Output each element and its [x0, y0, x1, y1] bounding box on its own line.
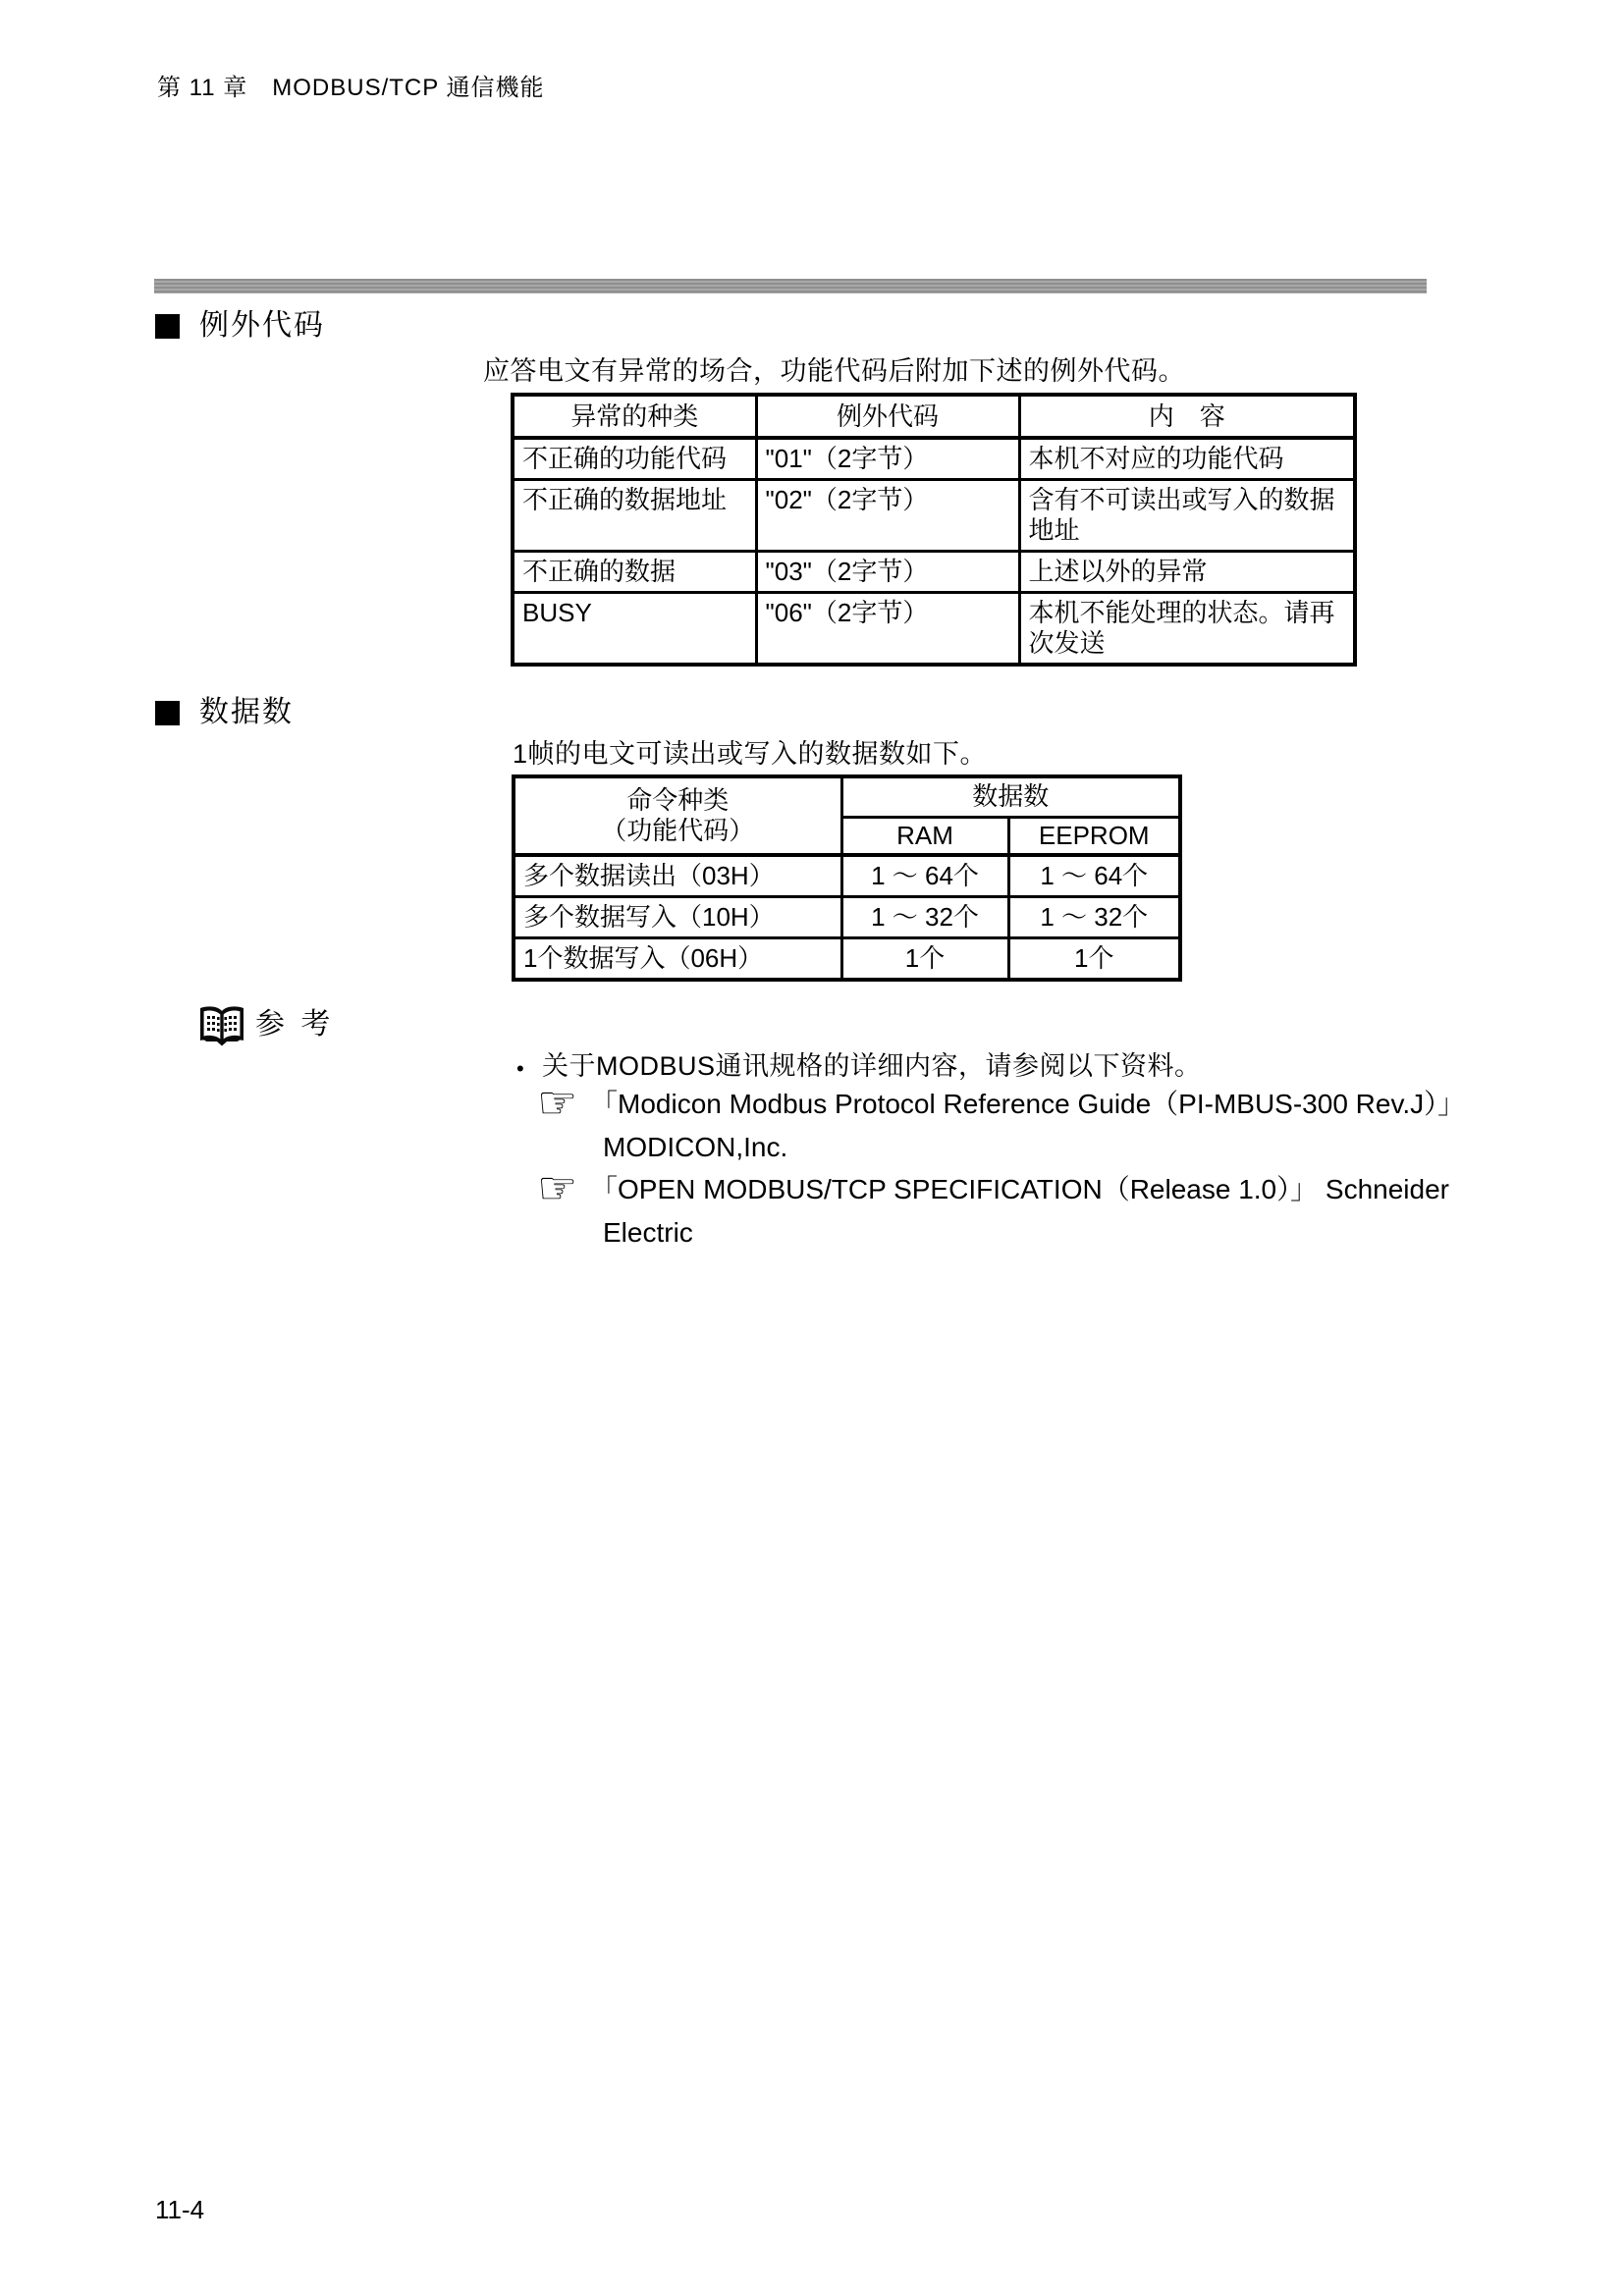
data-count-table [512, 774, 1182, 982]
page-number: 11-4 [155, 2195, 205, 2224]
table-header-row [514, 776, 1180, 817]
reference-item-title: 「Modicon Modbus Protocol Reference Guide（PI-MBUS-300 Rev.J）」 [590, 1089, 1466, 1119]
chapter-header: 第 11 章 MODBUS/TCP 通信機能 [157, 75, 545, 101]
reference-item-title: 「OPEN MODBUS/TCP SPECIFICATION（Release 1.0）」 Schneider [590, 1174, 1449, 1204]
command-header-line1: 命令种类 [626, 784, 730, 815]
section-heading-exception-codes [155, 308, 325, 344]
table-cell: 不正确的数据地址 [513, 480, 756, 552]
table-cell: 1个数据写入（06H） [514, 937, 841, 980]
table-cell: 1 ～ 64个 [1008, 855, 1180, 897]
table-row [513, 552, 1355, 593]
exception-table-wrapper [511, 393, 1357, 667]
section-marker-square [155, 314, 180, 339]
table-cell: "02"（2字节） [756, 480, 1019, 552]
section-title: 例外代码 [199, 309, 325, 342]
table-row [513, 593, 1355, 666]
reference-item-publisher: MODICON,Inc. [603, 1132, 788, 1162]
table-cell: 不正确的功能代码 [513, 438, 756, 480]
reference-book-icon [196, 1003, 247, 1052]
table-cell: 不正确的数据 [513, 552, 756, 593]
table-cell: 多个数据写入（10H） [514, 896, 841, 937]
table-cell: "06"（2字节） [756, 593, 1019, 666]
reference-label: 参 考 [255, 1008, 335, 1041]
table-cell: 1 ～ 32个 [841, 896, 1008, 937]
column-header: 例外代码 [756, 395, 1019, 438]
reference-bullet-text: 关于MODBUS通讯规格的详细内容，请参阅以下资料。 [542, 1051, 1202, 1081]
table-header-row [513, 395, 1355, 438]
table-row [513, 480, 1355, 552]
table-row [514, 896, 1180, 937]
column-header: 异常的种类 [513, 395, 756, 438]
table-row [514, 937, 1180, 980]
table-row [513, 438, 1355, 480]
data-count-table-wrapper [512, 774, 1182, 982]
table-cell: 1 ～ 64个 [841, 855, 1008, 897]
table-cell: 1个 [1008, 937, 1180, 980]
column-header-command [514, 776, 841, 855]
table-cell: 含有不可读出或写入的数据地址 [1019, 480, 1355, 552]
table-row [514, 855, 1180, 897]
table-cell: 本机不能处理的状态。请再次发送 [1019, 593, 1355, 666]
table-cell: "01"（2字节） [756, 438, 1019, 480]
table-cell: 1个 [841, 937, 1008, 980]
table-cell: "03"（2字节） [756, 552, 1019, 593]
column-group-header: 数据数 [841, 776, 1180, 817]
data-count-intro-text: 1帧的电文可读出或写入的数据数如下。 [513, 739, 988, 769]
reference-item-publisher: Electric [603, 1217, 693, 1248]
table-cell: 1 ～ 32个 [1008, 896, 1180, 937]
section-divider-bar [154, 279, 1427, 294]
column-header: 内 容 [1019, 395, 1355, 438]
pointing-hand-icon: ☞ [537, 1076, 578, 1129]
pointing-hand-icon: ☞ [537, 1161, 578, 1214]
column-header-ram: RAM [841, 817, 1008, 855]
column-header-eeprom: EEPROM [1008, 817, 1180, 855]
section-title: 数据数 [199, 696, 294, 728]
exception-code-table [511, 393, 1357, 667]
table-cell: 多个数据读出（03H） [514, 855, 841, 897]
command-header-line2: （功能代码） [601, 815, 755, 845]
table-cell: 上述以外的异常 [1019, 552, 1355, 593]
table-cell: BUSY [513, 593, 756, 666]
section-marker-square [155, 701, 180, 725]
table-cell: 本机不对应的功能代码 [1019, 438, 1355, 480]
exception-intro-text: 应答电文有异常的场合，功能代码后附加下述的例外代码。 [483, 356, 1185, 386]
section-heading-data-count [155, 695, 294, 730]
bullet-marker: • [516, 1056, 524, 1081]
